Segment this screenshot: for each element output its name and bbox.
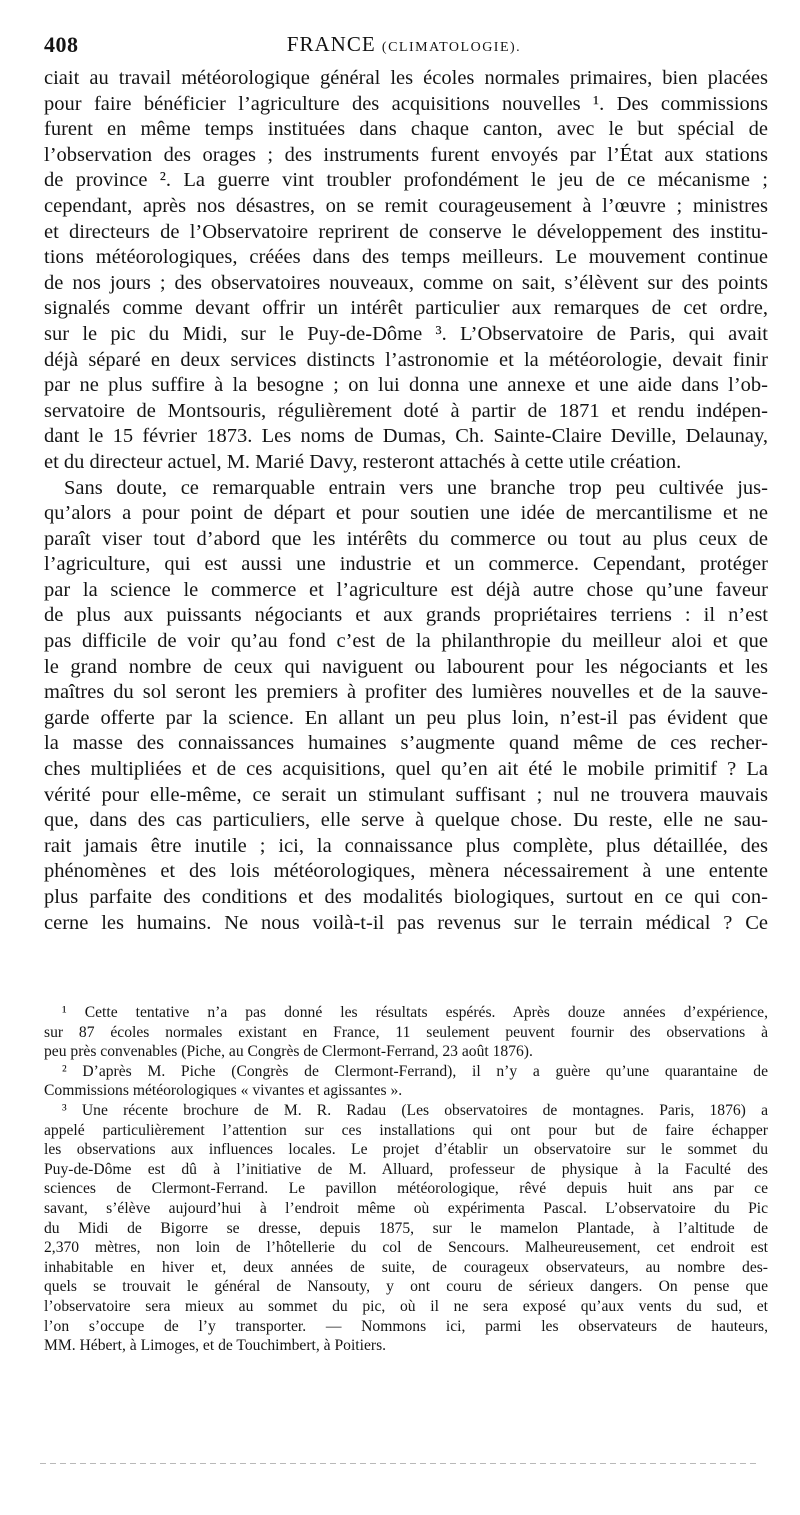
running-title-subtitle: (CLIMATOLOGIE). <box>381 40 522 55</box>
text-line: ches multipliées et de ces acquisitions, quel qu’en ait été le mobile primitif ? La <box>44 758 768 781</box>
footnote-line: quels se trouvait le général de Nansouty, y ont couru de sérieux dangers. On pense que <box>44 1278 768 1296</box>
text-line: ciait au travail météorologique général les écoles normales primaires, bien placées <box>44 67 768 89</box>
text-line: furent en même temps instituées dans chaque canton, avec le but spécial de <box>44 118 768 141</box>
footnote-line: MM. Hébert, à Limoges, et de Touchimbert, à Poitiers. <box>44 1337 387 1355</box>
text-line: la masse des connaissances humaines s’augmente quand même de ces recher- <box>44 732 768 755</box>
text-line: garde offerte par la science. En allant un peu plus loin, n’est-il pas évident que <box>44 706 768 729</box>
text-line: maîtres du sol seront les premiers à profiter des lumières nouvelles et de la sauve- <box>44 681 768 704</box>
text-line: déjà séparé en deux services distincts l’astronomie et la météorologie, devait finir <box>44 348 768 371</box>
text-line: sur le pic du Midi, sur le Puy-de-Dôme ³. L’Observatoire de Paris, qui avait <box>44 322 768 345</box>
text-line: rait jamais être inutile ; ici, la connaissance plus complète, plus détaillée, des <box>44 834 768 857</box>
text-line: par la science le commerce et l’agriculture est déjà autre chose qu’une faveur <box>44 578 768 601</box>
footnote-line: sur 87 écoles normales existant en France, 11 seulement peuvent fournir des observations à <box>44 1023 768 1041</box>
text-line: et du directeur actuel, M. Marié Davy, resteront attachés à cette utile création. <box>44 450 682 473</box>
running-title <box>44 32 764 57</box>
text-line: cependant, après nos désastres, on se remit courageusement à l’œuvre ; ministres <box>44 194 768 217</box>
footnote-line: du Midi de Bigorre se dresse, depuis 1875, sur le mamelon Plantade, à l’altitude de <box>44 1219 768 1237</box>
text-line: vérité pour elle-même, ce serait un stimulant suffisant ; nul ne trouvera mauvais <box>44 783 768 806</box>
text-line: cerne les humains. Ne nous voilà-t-il pas revenus sur le terrain médical ? Ce <box>44 911 768 934</box>
text-line: de nos jours ; des observatoires nouveaux, comme on sait, s’élèvent sur des points <box>44 271 768 294</box>
footnote-line: appelé particulièrement l’attention sur ces installations qui ont pour but de faire échapper <box>44 1121 768 1139</box>
running-title-main: FRANCE <box>286 32 376 56</box>
text-line: pas difficile de voir qu’au fond c’est de la philanthropie du meilleur aloi et que <box>44 630 768 653</box>
text-line: dant le 15 février 1873. Les noms de Dumas, Ch. Sainte-Claire Deville, Delaunay, <box>44 425 768 448</box>
footnote-line: ² D’après M. Piche (Congrès de Clermont-Ferrand), il n’y a guère qu’une quarantaine de <box>62 1062 768 1080</box>
text-line: l’observation des orages ; des instruments furent envoyés par l’État aux stations <box>44 143 768 166</box>
footnotes <box>44 1003 768 1356</box>
page-number: 408 <box>44 32 79 57</box>
text-line: et directeurs de l’Observatoire reprirent de conserve le développement des institu- <box>44 220 768 243</box>
text-line: de province ². La guerre vint troubler profondément le jeu de ce mécanisme ; <box>44 169 768 192</box>
text-line: servatoire de Montsouris, régulièrement doté à partir de 1871 et rendu indépen- <box>44 399 768 422</box>
footnote-line: peu près convenables (Piche, au Congrès de Clermont-Ferrand, 23 août 1876). <box>44 1043 533 1061</box>
text-line: que, dans des cas particuliers, elle serve à quelque chose. Du reste, elle ne sau- <box>44 809 768 832</box>
main-text <box>44 66 768 936</box>
footnote-line: Commissions météorologiques « vivantes et agissantes ». <box>44 1082 403 1100</box>
text-line: signalés comme devant offrir un intérêt particulier aux remarques de cet ordre, <box>44 297 768 320</box>
footnote-line: Puy-de-Dôme est dû à l’initiative de M. Alluard, professeur de physique à la Faculté des <box>44 1160 768 1178</box>
text-line: par ne plus suffire à la besogne ; on lui donna une annexe et une aide dans l’ob- <box>44 374 768 397</box>
footnote-line: 2,370 mètres, non loin de l’hôtellerie du col de Sencours. Malheureusement, cet endroit est <box>44 1239 768 1257</box>
running-header <box>44 32 764 62</box>
footnote-line: savant, s’élève aujourd’hui à l’endroit même où expérimenta Pascal. L’observatoire du Pic <box>44 1199 768 1217</box>
text-line: qu’alors a pour point de départ et pour soutien une idée de mercantilisme et ne <box>44 502 768 525</box>
footnote-line: sciences de Clermont-Ferrand. Le pavillon météorologique, rêvé depuis huit ans par ce <box>44 1180 768 1198</box>
text-line: pour faire bénéficier l’agriculture des acquisitions nouvelles ¹. Des commissions <box>44 92 768 115</box>
text-line: le grand nombre de ceux qui naviguent ou labourent pour les négociants et les <box>44 655 768 678</box>
text-line: phénomènes et des lois météorologiques, mènera nécessairement à une entente <box>44 860 768 883</box>
footnote-line: les observations aux influences locales. Le projet d’établir un observatoire sur le sommet du <box>44 1141 768 1159</box>
footnote-line: ¹ Cette tentative n’a pas donné les résultats espérés. Après douze années d’expérience, <box>62 1004 768 1021</box>
footnote-line: l’observatoire sera mieux au sommet du pic, où il ne sera exposé qu’aux vents du sud, et <box>44 1297 768 1315</box>
text-line: de plus aux puissants négociants et aux grands propriétaires terriens : il n’est <box>44 604 768 627</box>
footnote-line: inhabitable en hiver et, deux années de suite, de courageux observateurs, au nombre des- <box>44 1258 768 1276</box>
text-line: plus parfaite des conditions et des modalités biologiques, surtout en ce qui con- <box>44 886 768 908</box>
text-line: tions météorologiques, créées dans des temps meilleurs. Le mouvement continue <box>44 246 768 269</box>
text-line: l’agriculture, qui est aussi une industrie et un commerce. Cependant, protéger <box>44 553 768 576</box>
footnote-line: ³ Une récente brochure de M. R. Radau (Les observatoires de montagnes. Paris, 1876) a <box>62 1101 768 1119</box>
text-line: paraît viser tout d’abord que les intérêts du commerce ou tout au plus ceux de <box>44 527 768 550</box>
footnote-line: l’on s’occupe de l’y transporter. — Nommons ici, parmi les observateurs de hauteurs, <box>44 1317 768 1335</box>
bottom-bleed-rule <box>40 1463 760 1464</box>
text-line: Sans doute, ce remarquable entrain vers une branche trop peu cultivée jus- <box>64 476 768 499</box>
